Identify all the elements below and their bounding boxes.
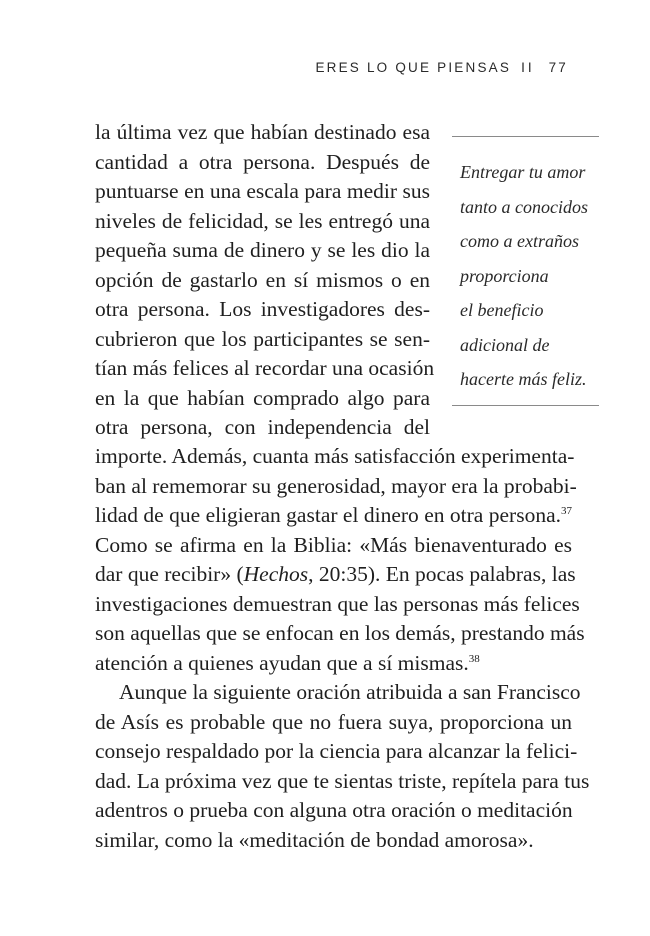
body-line-text: dar que recibir» ( bbox=[95, 562, 244, 586]
body-line: investigaciones demuestran que las personas más felices bbox=[95, 591, 580, 616]
pull-quote bbox=[452, 136, 599, 406]
page-number: 77 bbox=[548, 60, 568, 75]
body-line: consejo respaldado por la ciencia para alcanzar la felici- bbox=[95, 739, 578, 763]
body-line: Como se afirma en la Biblia: «Más bienaventurado es bbox=[95, 532, 572, 557]
pull-quote-text bbox=[452, 137, 599, 405]
body-line: similar, como la «meditación de bondad amorosa». bbox=[95, 827, 534, 852]
pull-quote-line: hacerte más feliz. bbox=[460, 369, 587, 389]
body-line: importe. Además, cuanta más satisfacción experimenta- bbox=[95, 444, 575, 468]
pull-quote-line: el beneficio bbox=[460, 300, 544, 320]
body-line: en la que habían comprado algo para bbox=[95, 385, 430, 410]
body-line: la última vez que habían destinado esa bbox=[95, 120, 430, 144]
pull-quote-line: adicional de bbox=[460, 334, 550, 355]
body-line: Aunque la siguiente oración atribuida a san Francisco bbox=[119, 680, 581, 704]
body-line: niveles de felicidad, se les entregó una bbox=[95, 208, 430, 233]
pull-quote-line: como a extraños bbox=[460, 231, 579, 251]
body-line: adentros o prueba con alguna otra oración o meditación bbox=[95, 798, 573, 822]
body-line-text: , 20:35). En pocas palabras, las bbox=[308, 562, 576, 586]
running-header-separator: II bbox=[521, 60, 535, 75]
body-narrow-column bbox=[95, 118, 435, 443]
body-full-column bbox=[95, 442, 590, 855]
body-line-with-footnote bbox=[95, 501, 572, 531]
body-line: cubrieron que los participantes se sen- bbox=[95, 326, 430, 351]
running-header bbox=[315, 60, 568, 75]
running-header-title: ERES LO QUE PIENSAS bbox=[315, 60, 512, 75]
pull-quote-line: proporciona bbox=[460, 265, 549, 286]
body-line-text: lidad de que eligieran gastar el dinero en otra persona. bbox=[95, 503, 561, 527]
body-line: otra persona, con independencia del bbox=[95, 415, 430, 439]
body-line: dad. La próxima vez que te sientas triste, repítela para tus bbox=[95, 768, 590, 793]
body-line: puntuarse en una escala para medir sus bbox=[95, 179, 430, 203]
pull-quote-line: tanto a conocidos bbox=[460, 196, 588, 217]
footnote-marker-38: 38 bbox=[468, 652, 480, 665]
body-line: opción de gastarlo en sí mismos o en bbox=[95, 267, 430, 292]
body-line: otra persona. Los investigadores des- bbox=[95, 297, 430, 321]
pull-quote-line: Entregar tu amor bbox=[460, 162, 586, 182]
bible-book-reference: Hechos bbox=[243, 562, 309, 586]
footnote-marker-37: 37 bbox=[561, 505, 572, 517]
body-line: tían más felices al recordar una ocasión bbox=[95, 356, 435, 380]
paragraph-2 bbox=[95, 678, 590, 855]
body-line: pequeña suma de dinero y se les dio la bbox=[95, 238, 430, 262]
body-line-text: atención a quienes ayudan que a sí mismas. bbox=[95, 650, 469, 675]
body-line: ban al rememorar su generosidad, mayor era la probabi- bbox=[95, 473, 577, 498]
body-line: cantidad a otra persona. Después de bbox=[95, 149, 430, 174]
body-line-with-citation bbox=[95, 560, 576, 590]
body-line-with-footnote bbox=[95, 649, 572, 679]
body-line: son aquellas que se enfocan en los demás, prestando más bbox=[95, 621, 585, 645]
pull-quote-bottom-rule bbox=[452, 405, 599, 406]
body-line: de Asís es probable que no fuera suya, proporciona un bbox=[95, 709, 572, 734]
